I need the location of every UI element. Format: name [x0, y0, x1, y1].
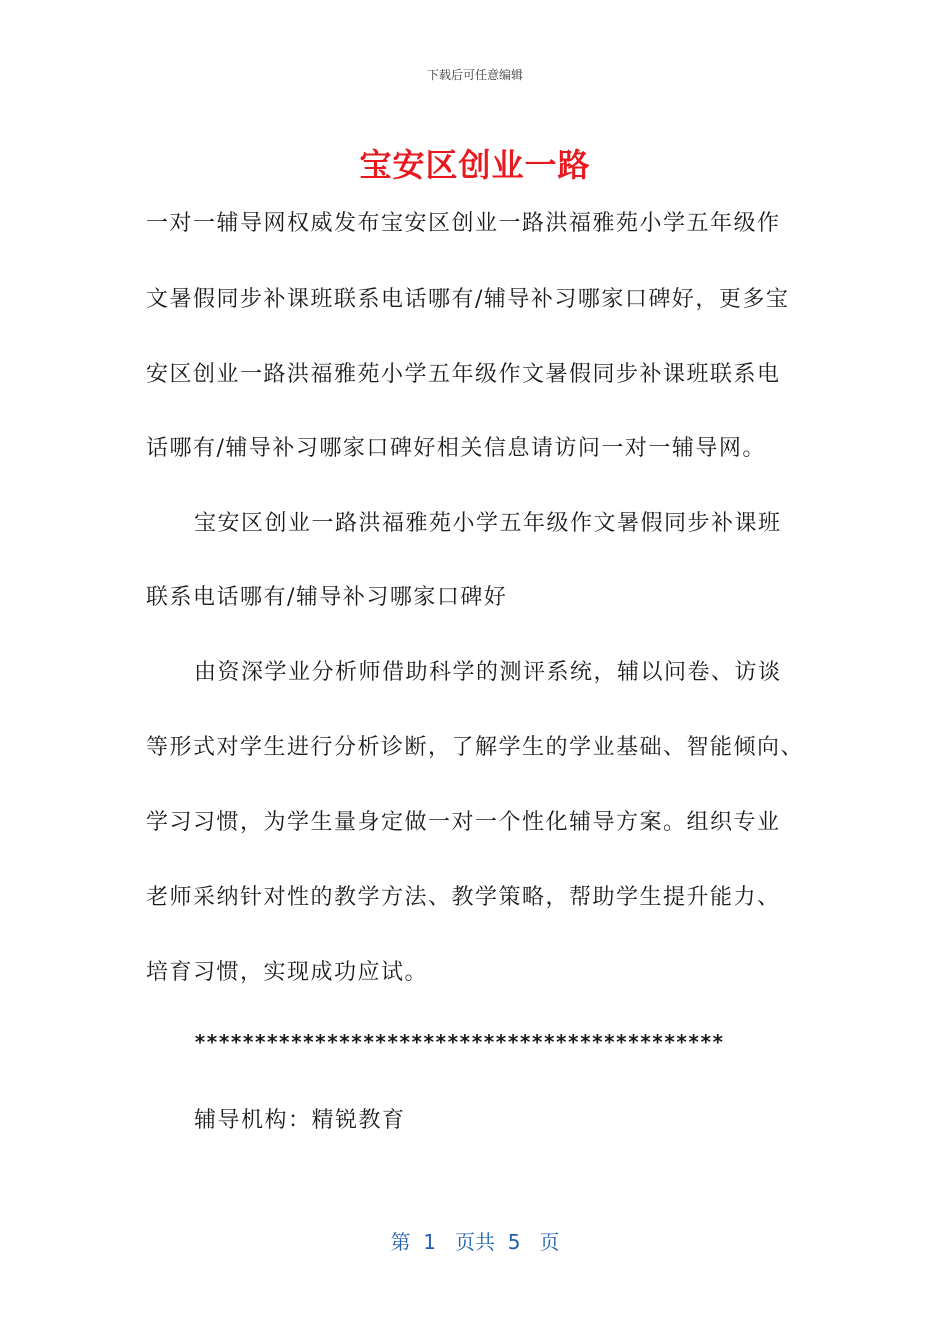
- body-line: 学习习惯，为学生量身定做一对一个性化辅导方案。组织专业: [146, 810, 781, 835]
- institution-line: 辅导机构：精锐教育: [194, 1108, 406, 1133]
- intro-line: 安区创业一路洪福雅苑小学五年级作文暑假同步补课班联系电: [146, 362, 781, 387]
- body-line: 等形式对学生进行分析诊断，了解学生的学业基础、智能倾向、: [146, 735, 805, 760]
- separator-stars: ********************************************: [194, 1030, 724, 1054]
- page-header-note: 下载后可任意编辑: [426, 68, 523, 82]
- intro-line: 话哪有/辅导补习哪家口碑好相关信息请访问一对一辅导网。: [146, 436, 766, 461]
- intro-line: 一对一辅导网权威发布宝安区创业一路洪福雅苑小学五年级作: [146, 211, 781, 236]
- subtitle-line: 联系电话哪有/辅导补习哪家口碑好: [146, 585, 508, 610]
- body-line: 培育习惯，实现成功应试。: [146, 960, 429, 985]
- intro-line: 文暑假同步补课班联系电话哪有/辅导补习哪家口碑好，更多宝: [146, 287, 790, 312]
- body-line: 由资深学业分析师借助科学的测评系统，辅以问卷、访谈: [194, 660, 782, 685]
- page-title: 宝安区创业一路: [359, 146, 591, 184]
- subtitle-line: 宝安区创业一路洪福雅苑小学五年级作文暑假同步补课班: [194, 511, 782, 536]
- page-footer: 第 1 页共 5 页: [390, 1230, 560, 1254]
- body-line: 老师采纳针对性的教学方法、教学策略，帮助学生提升能力、: [146, 885, 781, 910]
